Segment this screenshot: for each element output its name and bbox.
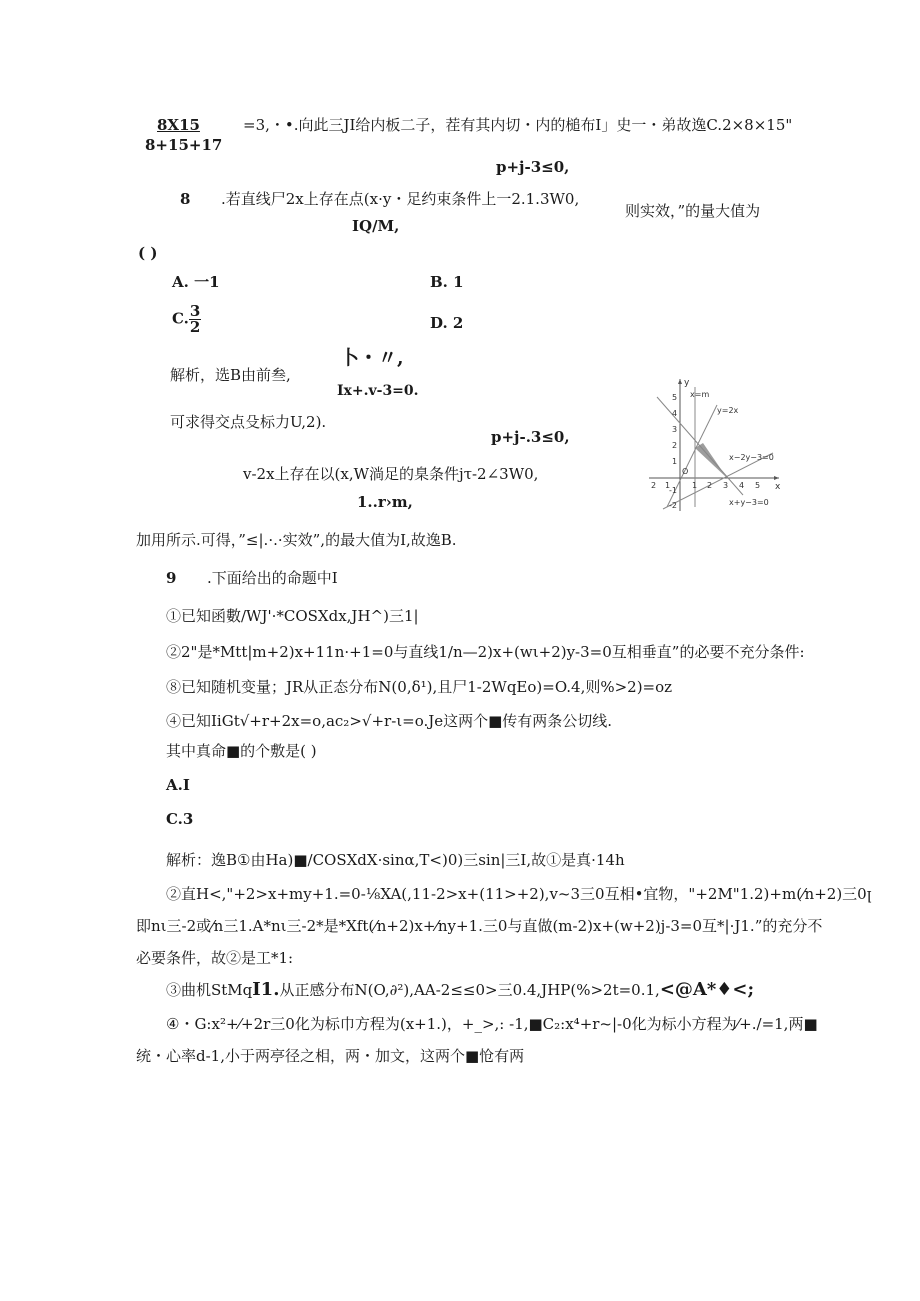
sol8-equation: Ix+.v-3=0. <box>337 383 419 399</box>
x-tick: 1 <box>665 481 671 490</box>
y-tick: 5 <box>672 393 678 402</box>
sol9-line-5 <box>166 981 754 999</box>
x-tick: 4 <box>739 481 745 490</box>
sol9-line-5-part-a: ③曲机StMq <box>166 981 253 999</box>
graph-label-y-equals-2x: y=2x <box>717 406 739 415</box>
y-tick: 4 <box>672 409 678 418</box>
q8-choice-c <box>172 304 201 335</box>
fraction-denominator: 8+15+17 <box>145 136 223 154</box>
graph-label-line-1: x−2y−3=0 <box>729 453 774 462</box>
sol9-line-5-part-b: I1. <box>252 979 280 1000</box>
q8-choice-c-letter: C. <box>172 309 189 328</box>
q9-item-1: ①已知函數/WJ'·*COSXdx,JH^)三1| <box>166 607 419 625</box>
text-line-top: =3,・•.向此三JI给内板二子，茬有其内切・内的槌布I」史一・弟故逸C.2×8×15" <box>243 116 793 134</box>
sol8-line-4: v-2x上存在以(x,W淌足的臬条件jτ-2∠3W0, <box>243 465 539 483</box>
q8-constraint-line-3: IQ/M, <box>352 217 400 235</box>
sol9-line-2: ②直H<,"+2>x+my+1.=0-⅛XA(,11-2>x+(11>+2),v~3三0互相•宜物，"+2M"1.2)+m(⁄n+2)三0ꞁ <box>166 885 872 903</box>
x-tick: 1 <box>692 481 698 490</box>
graph-background <box>645 375 785 515</box>
sol9-line-5-part-c: 从正感分布N(O,∂²),AA-2≤≤0>三0.4,JHP(%>2t=0.1, <box>279 981 660 999</box>
y-tick: 1 <box>672 457 678 466</box>
graph-label-x: x <box>775 482 781 492</box>
q8-choice-b: B. 1 <box>430 273 464 291</box>
q8-choice-a: A. 一1 <box>172 273 220 291</box>
q9-item-2: ②2"是*Mtt|m+2)x+11n·+1=0与直线1/n—2)x+(wι+2)y-3=0互相垂直”的必要不充分条件: <box>166 643 805 661</box>
q8-stem-right: 则实效，”的量大值为 <box>625 202 761 220</box>
sol8-line-5: 1..r›m, <box>357 493 413 511</box>
q9-choice-c: C.3 <box>166 810 194 828</box>
sol9-line-7: 统・心率d-1,小于两亭径之相，两・加文，这两个■怆有两 <box>136 1047 525 1065</box>
graph-label-origin: O <box>682 467 689 476</box>
q8-choice-d: D. 2 <box>430 314 464 332</box>
y-tick: 3 <box>672 425 678 434</box>
sol8-conclusion: 加用所示.可得，”≤|.·.·实效”,的最大值为I,故逸B. <box>136 531 457 549</box>
x-tick: 5 <box>755 481 761 490</box>
q8-number: 8 <box>180 190 191 208</box>
q8-answer-paren: ( ) <box>138 244 158 262</box>
q9-choice-a: A.I <box>166 776 190 794</box>
graph-label-y: y <box>684 378 690 388</box>
q9-question: 其中真命■的个敷是( ) <box>166 742 317 760</box>
sol9-line-6: ④・G:x²+⁄+2r三0化为标巾方程为(x+1.)，+_>,: -1,■C₂:x⁴+r~|-0化为标小方程为⁄+./=1,两■ <box>166 1015 818 1033</box>
q9-item-3: ⑧已知随机变量；JR从正态分布N(0,δ¹),且尸1-2WqEo)=O.4,则%>2)=oz <box>166 678 673 696</box>
q9-number: 9 <box>166 569 177 587</box>
y-tick: -2 <box>669 501 677 510</box>
fraction-numerator: 8X15 <box>157 116 200 134</box>
q9-stem: .下面给出的命题中I <box>207 569 338 587</box>
sol8-line-1: 解析，选B由前叁, <box>170 366 291 384</box>
q8-choice-c-numerator: 3 <box>189 302 201 320</box>
y-tick: -1 <box>669 486 677 495</box>
sol9-line-3: 即nι三-2或⁄n三1.A*nι三-2*是*Xft(⁄n+2)x+⁄ny+1.三0与直做(m-2)x+(w+2)j-3=0互*|·J1.”的充分不 <box>136 917 823 935</box>
q9-item-4: ④已知IiGt√+r+2x=o,ac₂>√+r-ι=o.Je这两个■传有两条公切线. <box>166 712 613 730</box>
sol9-line-5-part-d: <@A*♦<; <box>659 979 755 1000</box>
sol8-line-2: 可求得交点殳标力U,2). <box>170 413 327 431</box>
x-tick: 2 <box>651 481 657 490</box>
sol8-line-3: p+j-.3≤0, <box>491 428 570 446</box>
q8-choice-c-denominator: 2 <box>189 318 201 336</box>
q8-constraint-line-1: p+j-3≤0, <box>496 158 570 176</box>
sol9-line-1: 解析：逸B①由Ha)■/COSXdX·sinα,T<)0)三sin|三I,故①是真·14h <box>166 851 625 869</box>
graph-label-line-2: x+y−3=0 <box>729 498 769 507</box>
x-tick: 2 <box>707 481 713 490</box>
y-tick: 2 <box>672 441 678 450</box>
q8-stem: .若直线尸2x上存在点(x·y・足约束条件上一2.1.3W0, <box>221 190 580 208</box>
feasible-region-graph <box>645 375 785 515</box>
x-tick: 3 <box>723 481 729 490</box>
graph-label-x-equals-m: x=m <box>690 390 710 399</box>
sol9-line-4: 必要条件，故②是工*1: <box>136 949 294 967</box>
sol8-brace-top: 卜・〃, <box>340 347 404 369</box>
q8-choice-c-fraction <box>189 304 201 335</box>
